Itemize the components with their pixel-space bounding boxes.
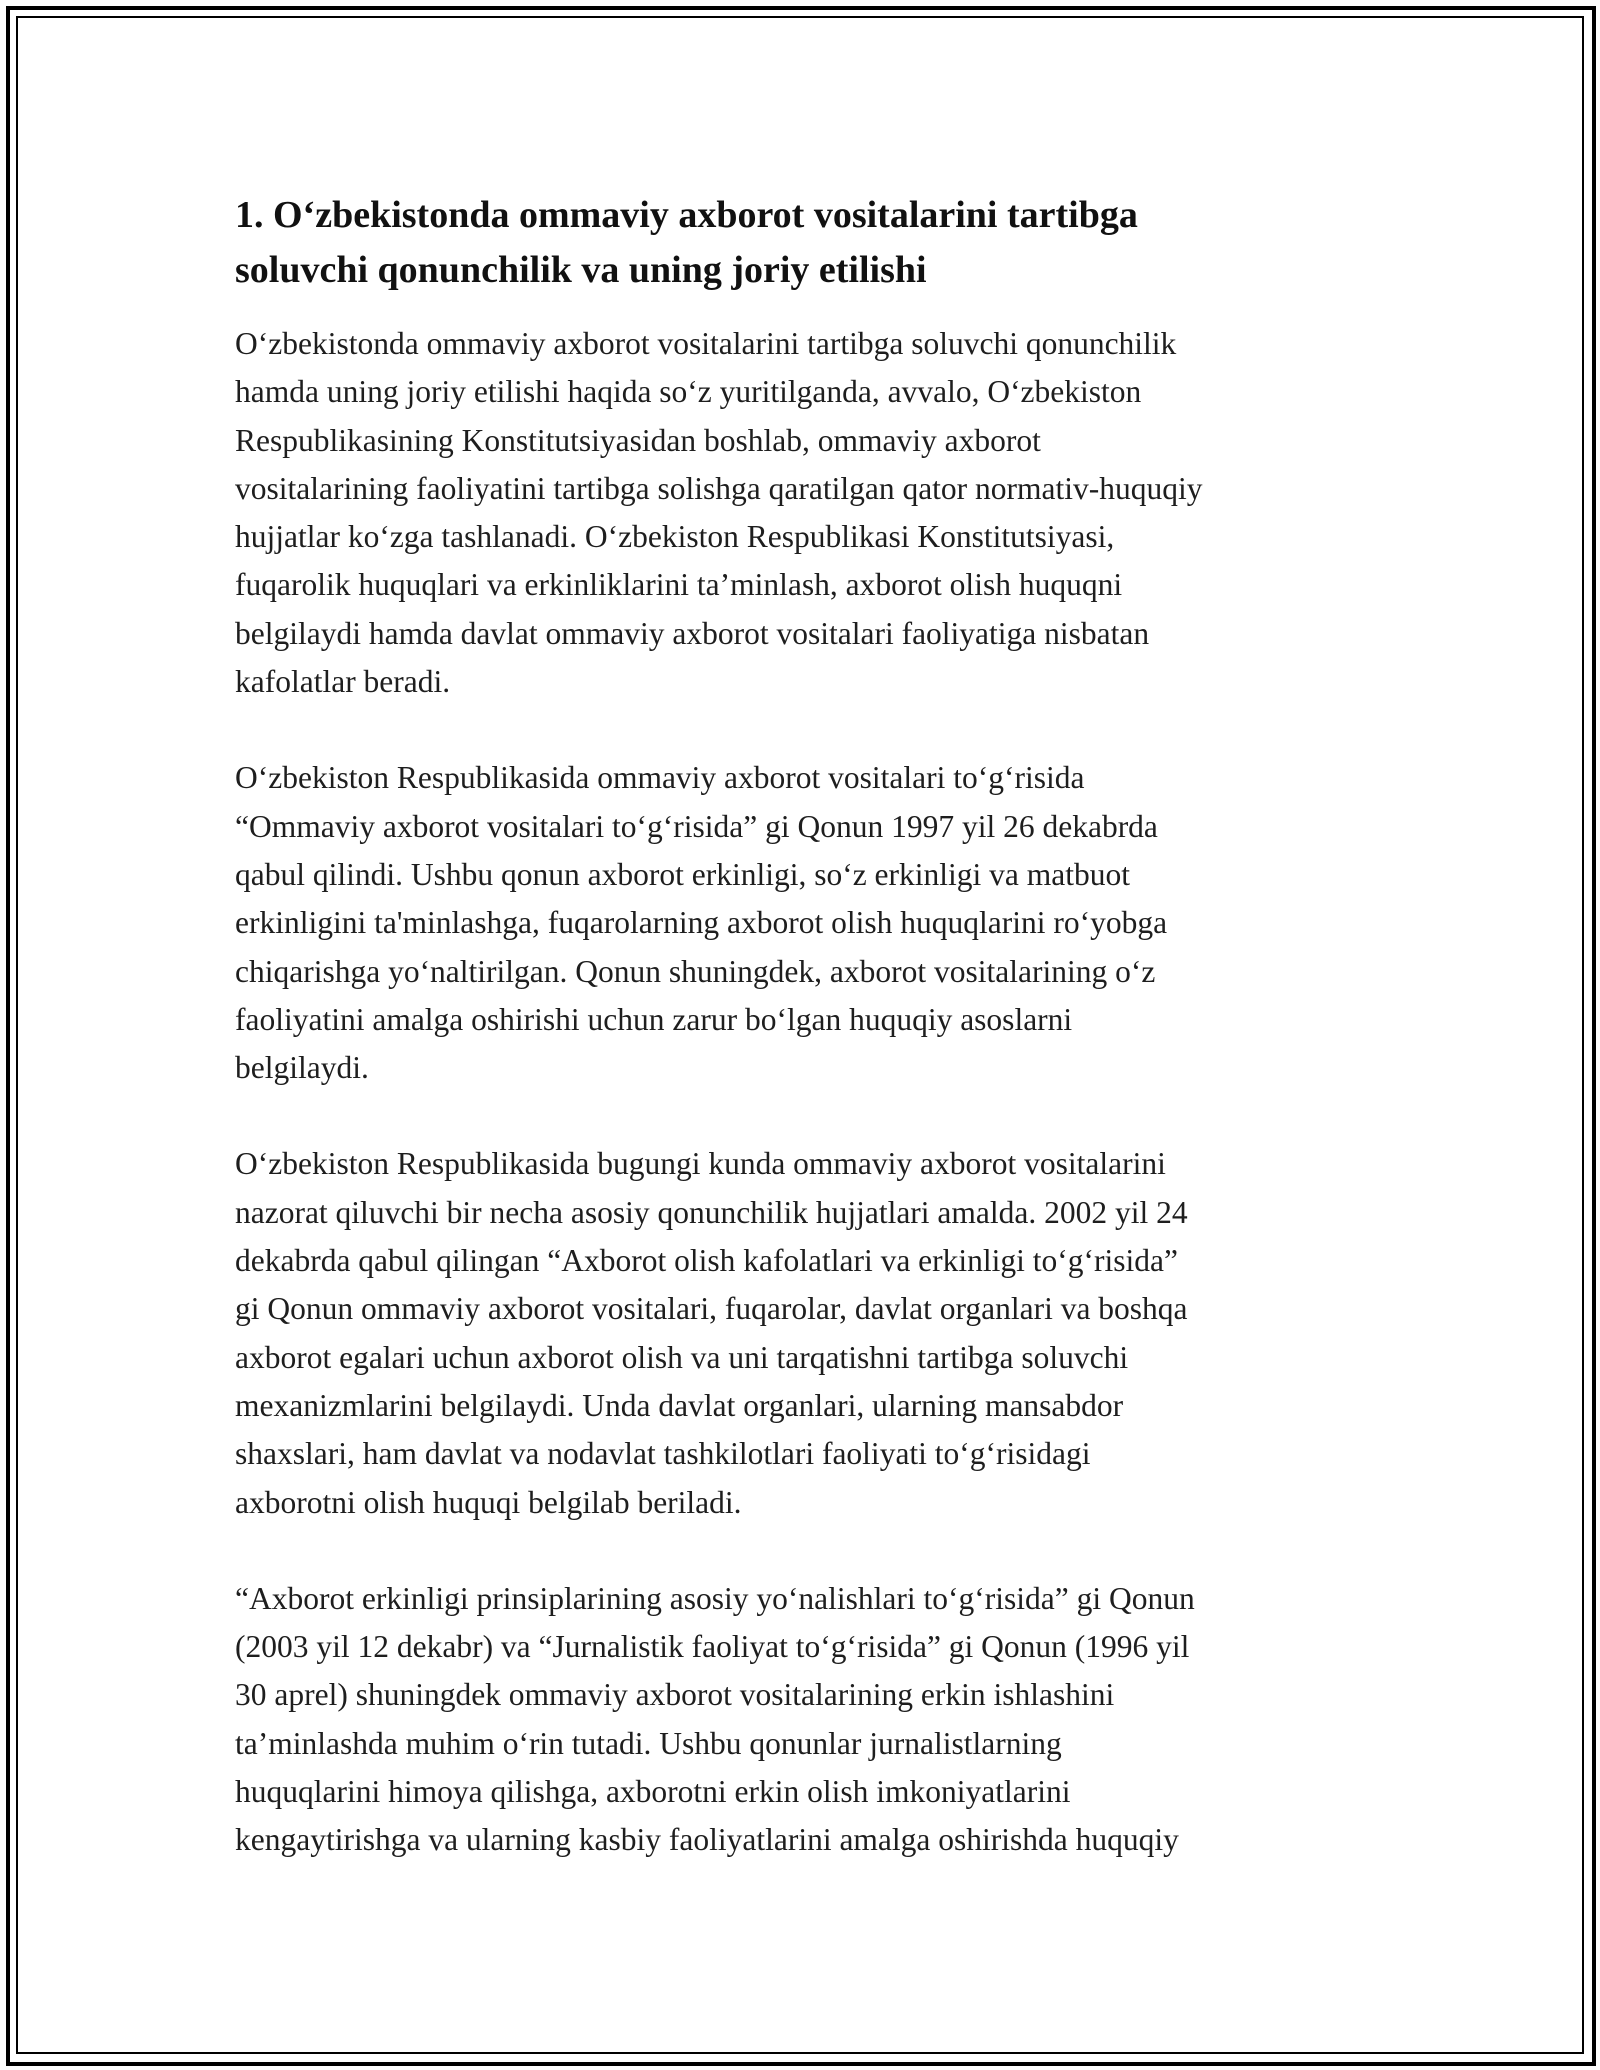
paragraph-line: fuqarolik huquqlari va erkinliklarini ta’minlash, axborot olish huquqni xyxy=(235,567,1123,603)
paragraph-line: O‘zbekiston Respublikasida ommaviy axborot vositalari to‘g‘risida xyxy=(235,760,1085,796)
paragraph-line: 30 aprel) shuningdek ommaviy axborot vositalarining erkin ishlashini xyxy=(235,1677,1115,1713)
paragraph-line: kengaytirishga va ularning kasbiy faoliyatlarini amalga oshirishda huquqiy xyxy=(235,1822,1179,1858)
body-paragraph xyxy=(235,754,1380,1092)
paragraph-line: chiqarishga yo‘naltirilgan. Qonun shuningdek, axborot vositalarining o‘z xyxy=(235,953,1156,989)
paragraph-line: nazorat qiluvchi bir necha asosiy qonunchilik hujjatlari amalda. 2002 yil 24 xyxy=(235,1194,1188,1230)
section-heading xyxy=(235,188,1380,298)
heading-line: soluvchi qonunchilik va uning joriy etilishi xyxy=(235,249,927,291)
paragraph-line: faoliyatini amalga oshirishi uchun zarur bo‘lgan huquqiy asoslarni xyxy=(235,1001,1073,1037)
paragraph-line: O‘zbekiston Respublikasida bugungi kunda ommaviy axborot vositalarini xyxy=(235,1146,1166,1182)
paragraph-line: Respublikasining Konstitutsiyasidan boshlab, ommaviy axborot xyxy=(235,422,1041,458)
paragraph-line: gi Qonun ommaviy axborot vositalari, fuqarolar, davlat organlari va boshqa xyxy=(235,1291,1188,1327)
paragraph-line: belgilaydi. xyxy=(235,1050,369,1086)
paragraph-line: O‘zbekistonda ommaviy axborot vositalarini tartibga soluvchi qonunchilik xyxy=(235,326,1177,361)
paragraph-line: hamda uning joriy etilishi haqida so‘z yuritilganda, avvalo, O‘zbekiston xyxy=(235,374,1142,410)
paragraph-line: qabul qilindi. Ushbu qonun axborot erkinligi, so‘z erkinligi va matbuot xyxy=(235,856,1130,892)
paragraph-line: ta’minlashda muhim o‘rin tutadi. Ushbu qonunlar jurnalistlarning xyxy=(235,1725,1062,1761)
paragraph-line: vositalarining faoliyatini tartibga solishga qaratilgan qator normativ-huquqiy xyxy=(235,470,1203,506)
paragraph-line: “Axborot erkinligi prinsiplarining asosiy yo‘nalishlari to‘g‘risida” gi Qonun xyxy=(235,1580,1195,1616)
paragraph-line: shaxslari, ham davlat va nodavlat tashkilotlari faoliyati to‘g‘risidagi xyxy=(235,1436,1091,1472)
paragraph-line: belgilaydi hamda davlat ommaviy axborot vositalari faoliyatiga nisbatan xyxy=(235,615,1150,651)
paragraphs-container xyxy=(235,320,1380,1865)
paragraph-line: (2003 yil 12 dekabr) va “Jurnalistik faoliyat to‘g‘risida” gi Qonun (1996 yil xyxy=(235,1629,1190,1665)
paragraph-line: huquqlarini himoya qilishga, axborotni erkin olish imkoniyatlarini xyxy=(235,1774,1071,1810)
paragraph-line: mexanizmlarini belgilaydi. Unda davlat organlari, ularning mansabdor xyxy=(235,1387,1124,1423)
paragraph-line: dekabrda qabul qilingan “Axborot olish kafolatlari va erkinligi to‘g‘risida” xyxy=(235,1243,1178,1279)
body-paragraph xyxy=(235,1575,1380,1865)
paragraph-line: axborotni olish huquqi belgilab beriladi. xyxy=(235,1484,742,1520)
body-paragraph xyxy=(235,320,1380,706)
heading-line: 1. O‘zbekistonda ommaviy axborot vositalarini tartibga xyxy=(235,194,1138,236)
paragraph-line: hujjatlar ko‘zga tashlanadi. O‘zbekiston Respublikasi Konstitutsiyasi, xyxy=(235,519,1115,555)
paragraph-line: “Ommaviy axborot vositalari to‘g‘risida” gi Qonun 1997 yil 26 dekabrda xyxy=(235,808,1158,844)
paragraph-line: kafolatlar beradi. xyxy=(235,664,451,700)
document-body xyxy=(235,188,1380,1913)
paragraph-line: axborot egalari uchun axborot olish va uni tarqatishni tartibga soluvchi xyxy=(235,1339,1129,1375)
body-paragraph xyxy=(235,1140,1380,1526)
paragraph-line: erkinligini ta'minlashga, fuqarolarning axborot olish huquqlarini ro‘yobga xyxy=(235,905,1168,941)
